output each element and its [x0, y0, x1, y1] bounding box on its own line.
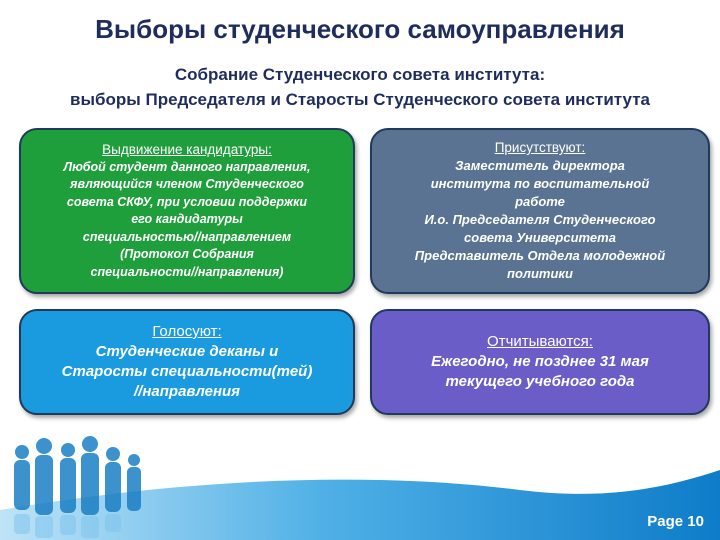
nomination-line: специальностью//направлением [82, 229, 292, 244]
nomination-line: являющийся членом Студенческого [70, 177, 304, 191]
nomination-line: (Протокол Собрания [120, 247, 254, 261]
reporting-box [370, 309, 710, 415]
attendees-line: совета Университета [464, 230, 616, 245]
reporting-line: Ежегодно, не позднее 31 мая [431, 353, 649, 370]
attendees-line: института по воспитательной [430, 176, 650, 191]
slide-subtitle [0, 62, 720, 112]
subtitle-line-2: выборы Председателя и Старосты Студенческого совета института [70, 90, 650, 109]
attendees-line: работе [515, 194, 565, 209]
voters-heading: Голосуют: [152, 323, 222, 340]
nomination-box [19, 128, 355, 294]
attendees-line: Представитель Отдела молодежной [414, 248, 666, 263]
attendees-line: И.о. Председателя Студенческого [424, 212, 656, 227]
subtitle-line-1: Собрание Студенческого совета института: [174, 65, 546, 84]
attendees-box [370, 128, 710, 294]
nomination-line: совета СКФУ, при условии поддержки [66, 194, 308, 209]
voters-line: //направления [134, 383, 240, 400]
voters-line: Старосты специальности(тей) [61, 363, 313, 380]
nomination-line: специальности//направления) [90, 264, 284, 279]
slide-title: Выборы студенческого самоуправления [95, 14, 625, 44]
reporting-heading: Отчитываются: [487, 333, 593, 350]
nomination-heading: Выдвижение кандидатуры: [102, 142, 272, 157]
attendees-heading: Присутствуют: [494, 140, 586, 155]
voters-line: Студенческие деканы и [95, 343, 279, 360]
attendees-line: Заместитель директора [455, 158, 625, 173]
page-number: Page 10 [647, 513, 704, 530]
nomination-line: Любой студент данного направления, [63, 159, 311, 174]
attendees-line: политики [507, 266, 573, 281]
reporting-line: текущего учебного года [445, 373, 635, 390]
voters-box [19, 309, 355, 415]
footer-decoration [0, 430, 720, 540]
nomination-line: его кандидатуры [131, 212, 243, 226]
